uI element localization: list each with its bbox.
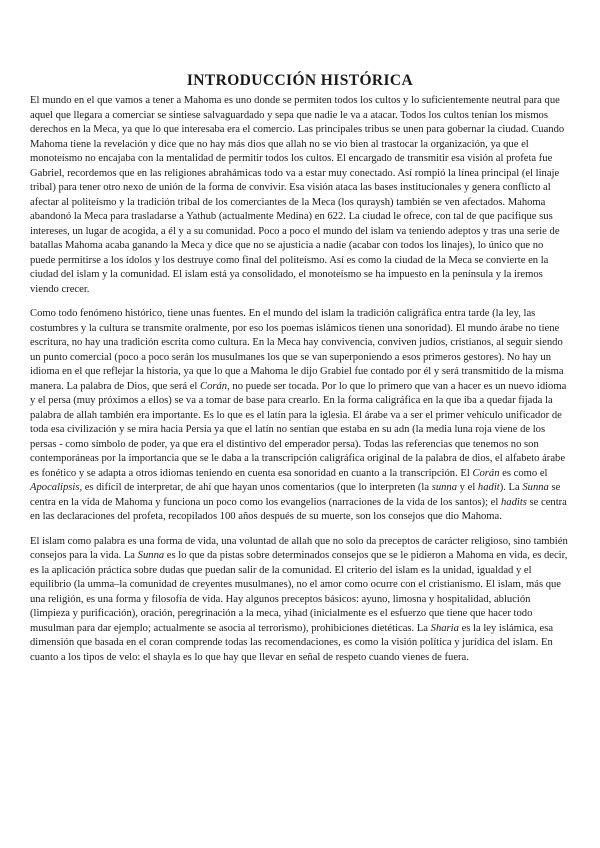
text-run: , es difícil de interpretar, de ahí que hayan unos comentarios (que lo interpreten (la	[79, 482, 432, 493]
italic-term: Sunna	[137, 550, 165, 561]
italic-term: hadits	[500, 496, 527, 508]
italic-term: Corán	[472, 467, 500, 479]
paragraph-sources	[30, 307, 570, 525]
document-title: INTRODUCCIÓN HISTÓRICA	[186, 72, 414, 89]
text-run: es la ley islámica, esa dimensión que basada en el coran comprende todas las recomendaciones, es como la visión política y jurídica del islam. En cuanto a los tipos de velo: el shayla es lo que hay que llevar en señal de respeto cuando vienes de fuera.	[30, 622, 554, 663]
italic-term: Sharia	[430, 622, 459, 634]
text-run: ). La	[499, 482, 523, 493]
text-run: se centra en la vida de Mahoma y funciona un poco como los evangelios (narraciones de la vida de los santos); el	[30, 482, 561, 508]
text-run: , no puede ser tocada. Por lo que lo primero que van a hacer es un nuevo idioma y el persa (muy próximos a ellos) se va a tomar de base para crearlo. En la forma caligráfica en la que iba a quedar fijada la palabra de allah también era importante. Es lo que es el latín para la iglesia. El árabe va a ser el primer vehículo unificador de toda esa civilización y se mira hacia Persia ya que el latín no sentían que estaba en su adn (la media luna roja viene de los persas - como símbolo de poder, ya que era el distintivo del emperador persa). Todas las referencias que tenemos no son contemporáneas por la importancia que se le daba a la transcripción caligráfica original de la palabra de dios, el alfabeto árabe es fonético y se adapta a otros idiomas teniendo en cuenta esa sonoridad en cuanto a la transcripción. El	[30, 380, 567, 479]
italic-term: Apocalipsis	[30, 482, 80, 493]
paragraph-islam-way-of-life	[30, 535, 570, 666]
text-run: El islam como palabra es una forma de vida, una voluntad de allah que no solo da preceptos de carácter religioso, sino también consejos para la vida. La	[30, 535, 568, 561]
text-run: es lo que da pistas sobre determinados consejos que se le pidieron a Mahoma en vida, es decir, es la aplicación práctica sobre dudas que puedan salir de la comunidad. El criterio del islam es la unidad, igualdad y el equilibrio (la umma–la comunidad de creyentes musulmanes), no el amor como ocurre con el cristianismo. El islam, más que una religión, es una forma y filosofía de vida. Hay algunos preceptos básicos: ayuno, limosna y hospitalidad, ablución (limpieza y purificación), oración, peregrinación a la meca, yihad (inicialmente es el esfuerzo que tiene que hacer todo musulman para dar ejemplo; actualmente se asocia al terrorismo), prohibiciones dietéticas. La	[30, 550, 568, 634]
text-run: y el	[457, 482, 478, 493]
text-run: se centra en las declaraciones del profeta, recopilados 100 años después de su muerte, son los consejos que dio Mahoma.	[30, 496, 567, 522]
italic-term: Corán	[200, 380, 228, 392]
italic-term: sunna	[431, 482, 458, 493]
italic-term: Sunna	[522, 482, 549, 493]
text-run: es como el	[499, 467, 548, 479]
paragraph-historical-context: El mundo en el que vamos a tener a Mahoma es uno donde se permiten todos los cultos y lo suficientemente neutral para que aquel que llegara a comerciar se sintiese salvaguardado y sepa que nadie le va a atacar. Todos los cultos tenían los mismos derechos en la Meca, ya que lo que interesaba era el comercio. Las principales tribus se unen para gobernar la ciudad. Cuando Mahoma tiene la revelación y dice que no hay más dios que allah no se vio bien al trastocar la organización, ya que el monoteísmo no encajaba con la mentalidad de permitir todos los cultos. El encargado de transmitir esa visión al profeta fue Gabriel, recordemos que en las religiones abrahámicas todo va a estar muy conectado. Así rompió la línea principal (el linaje tribal) para tener otro nexo de unión de la forma de convivir. Esa visión ataca las bases institucionales y genera conflicto al afectar al politeísmo y la tradición tribal de los comerciantes de la Meca (los quraysh) también se ven afectados. Mahoma abandonó la Meca para trasladarse a Yathub (actualmente Medina) en 622. La ciudad le ofrece, con tal de que pacifique sus intereses, un lugar de acogida, a él y a su comunidad. Poco a poco el mundo del islam va teniendo adeptos y tras una serie de batallas Mahoma acaba ganando la Meca y dice que no se ajusticia a nadie (acabar con todos los linajes), lo único que no puede permitirse a los ídolos y los destruye como final del politeísmo. Así es como la ciudad de la Meca se convierte en la ciudad del islam y la comunidad. El islam está ya consolidado, el monoteísmo se ha impuesto en la península y la iremos viendo crecer.	[30, 95, 565, 295]
italic-term: hadit	[477, 482, 500, 493]
text-run: Como todo fenómeno histórico, tiene unas fuentes. En el mundo del islam la tradición caligráfica entra tarde (la ley, las costumbres y la cultura se transmite oralmente, por eso los poemas islámicos tienen una sonoridad). El mundo árabe no tiene escritura, no hay una tradición escrita como cultura. En la Meca hay convivencia, conviven judíos, cristianos, al seguir siendo un punto comercial (poco a poco serán los musulmanes los que se van superponiendo a esos primeros gestores). No hay un idioma en el que reflejar la historia, ya que lo que a Mahoma le dijo Grabiel fue contado por él y será transmitido de la misma manera. La palabra de Dios, que será el	[30, 308, 564, 392]
